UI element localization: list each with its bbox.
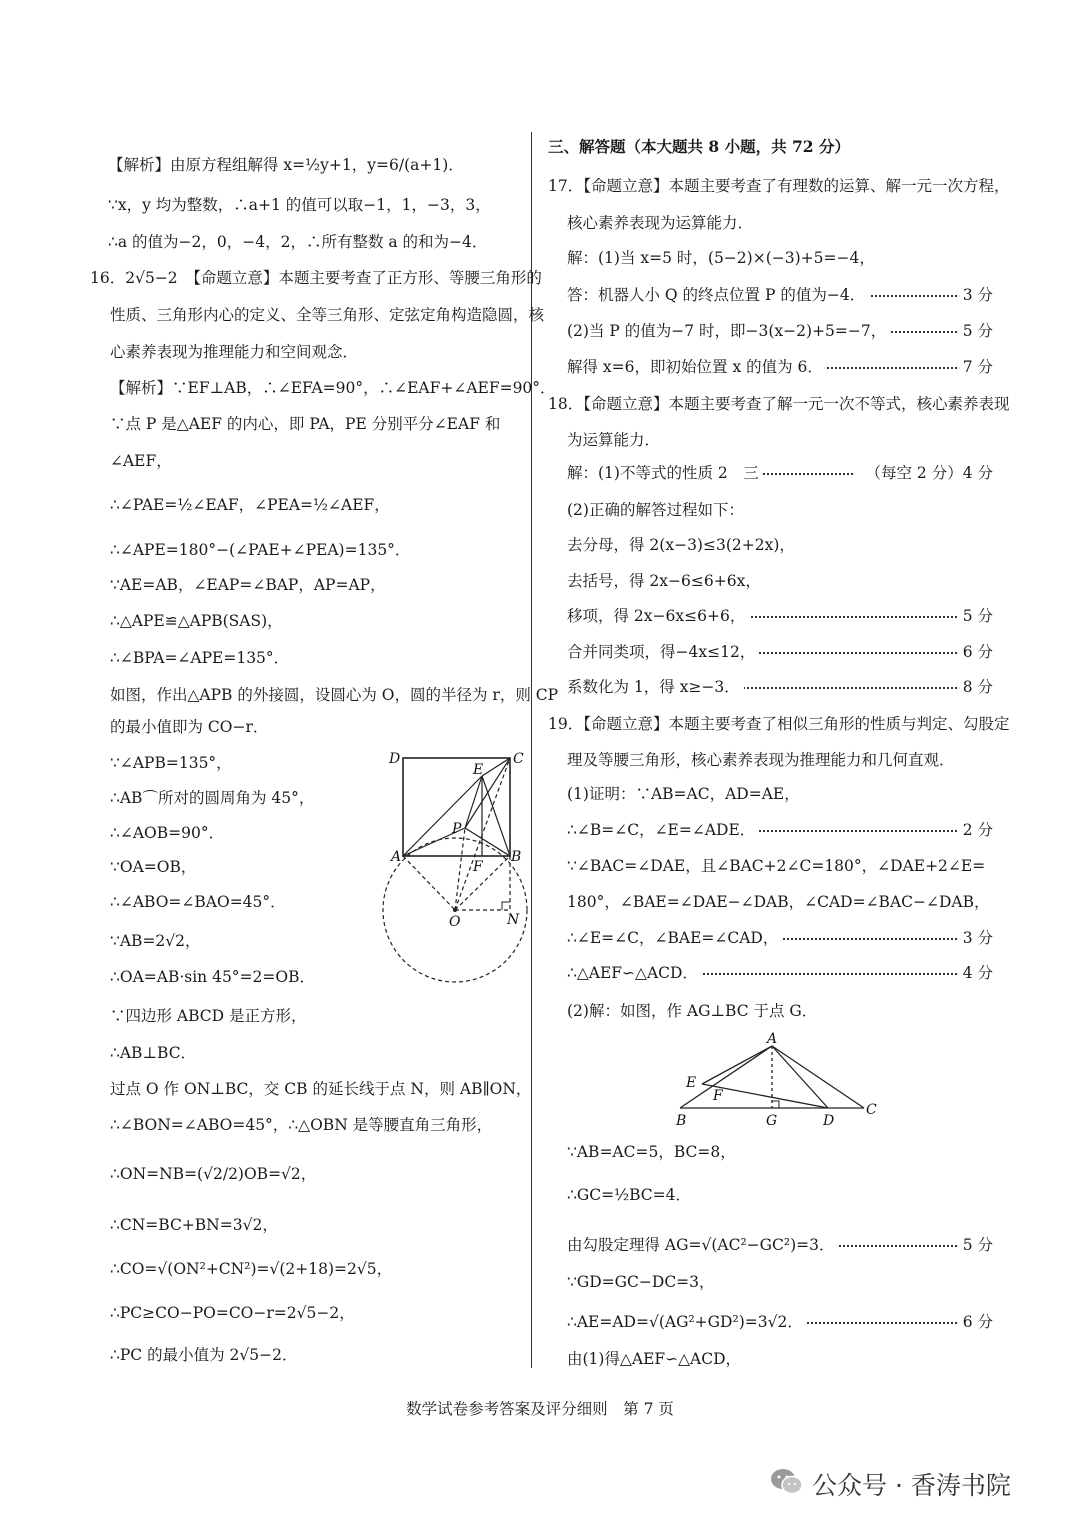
solution-line: ∵∠APB=135°，: [110, 754, 232, 772]
label-d: D: [389, 751, 401, 767]
question-18-intro: 18．【命题立意】本题主要考查了解一元一次不等式，核心素养表现: [548, 395, 1010, 413]
score: （每空 2 分）4 分: [861, 462, 993, 484]
segment-op: [455, 828, 465, 910]
question-16-intro: 16．2√5−2 【命题立意】本题主要考查了正方形、等腰三角形的: [90, 269, 542, 287]
solution-line: ∵四边形 ABCD 是正方形，: [110, 1007, 307, 1025]
solution-text: 解：(1)不等式的性质 2 三: [567, 462, 763, 484]
solution-text: 答：机器人小 Q 的终点位置 P 的值为−4．: [567, 284, 869, 306]
solution-line: ∴∠BPA=∠APE=135°．: [110, 649, 290, 667]
score: 6 分: [959, 1311, 993, 1333]
label-d: D: [823, 1113, 835, 1129]
solution-line: ∠AEF，: [110, 452, 172, 470]
segment-ae: [403, 776, 482, 856]
solution-line: (1)证明：∵AB=AC，AD=AE，: [567, 785, 800, 803]
solution-line: 心素养表现为推理能力和空间观念．: [110, 343, 359, 361]
segment-pc: [465, 758, 510, 828]
solution-line: ∴PC 的最小值为 2√5−2．: [110, 1346, 298, 1364]
solution-text: 合并同类项，得−4x≤12，: [567, 641, 759, 663]
solution-text: ∴AE=AD=√(AG²+GD²)=3√2．: [567, 1311, 807, 1333]
label-o: O: [449, 914, 461, 930]
label-a: A: [391, 849, 402, 865]
solution-text: ∴∠E=∠C，∠BAE=∠CAD，: [567, 927, 782, 949]
scored-line: [567, 641, 993, 663]
label-f: F: [473, 859, 483, 875]
label-c: C: [866, 1102, 877, 1118]
solution-line: ∵点 P 是△AEF 的内心，即 PA，PE 分别平分∠EAF 和: [110, 415, 501, 433]
solution-line: ∴CO=√(ON²+CN²)=√(2+18)=2√5，: [110, 1260, 393, 1278]
segment-ao: [403, 856, 455, 910]
solution-text: ∴∠B=∠C，∠E=∠ADE．: [567, 819, 759, 841]
segment-pb: [465, 828, 510, 856]
solution-line: 为运算能力．: [567, 431, 661, 449]
solution-line: ∴PC≥CO−PO=CO−r=2√5−2，: [110, 1304, 355, 1322]
watermark: [770, 1463, 1060, 1503]
solution-line: ∵x，y 均为整数，∴a+1 的值可以取−1，1，−3，3，: [108, 196, 491, 214]
solution-line: (2)正确的解答过程如下：: [567, 501, 744, 519]
label-b: B: [676, 1113, 687, 1129]
label-b: B: [511, 849, 522, 865]
solution-line: ∴ON=NB=(√2/2)OB=√2，: [110, 1165, 317, 1183]
solution-line: 180°，∠BAE=∠DAE−∠DAB，∠CAD=∠BAC−∠DAB，: [567, 893, 990, 911]
solution-line: ∴a 的值为−2，0，−4，2，∴所有整数 a 的和为−4．: [108, 233, 488, 251]
score: 3 分: [959, 927, 993, 949]
score: 6 分: [959, 641, 993, 663]
solution-line: ∴AB⊥BC．: [110, 1044, 197, 1062]
scored-line: [567, 927, 993, 949]
solution-line: 的最小值即为 CO−r．: [110, 718, 269, 736]
solution-line: ∴CN=BC+BN=3√2，: [110, 1216, 278, 1234]
label-f: F: [713, 1088, 723, 1104]
point-o: [453, 908, 457, 912]
solution-line: 由(1)得△AEF∽△ACD，: [567, 1350, 742, 1368]
score: 3 分: [959, 284, 993, 306]
scored-line: [567, 819, 993, 841]
solution-line: 如图，作出△APB 的外接圆，设圆心为 O，圆的半径为 r，则 CP: [110, 686, 559, 704]
solution-text: ∴△AEF∽△ACD．: [567, 962, 702, 984]
score: 5 分: [959, 605, 993, 627]
solution-line: ∴△APE≌△APB(SAS)，: [110, 612, 283, 630]
geometry-figure-square-circle: [375, 740, 535, 990]
scored-line: [567, 1234, 993, 1256]
solution-text: 解得 x=6，即初始位置 x 的值为 6．: [567, 356, 827, 378]
solution-line: 核心素养表现为运算能力．: [567, 214, 754, 232]
solution-line: ∵OA=OB，: [110, 858, 197, 876]
label-a: A: [767, 1031, 778, 1047]
scored-line: [567, 356, 993, 378]
scored-line: [567, 676, 993, 698]
solution-line: 性质、三角形内心的定义、全等三角形、定弦定角构造隐圆，核: [110, 306, 545, 324]
solution-line: ∵∠BAC=∠DAE，且∠BAC+2∠C=180°，∠DAE+2∠E=: [567, 857, 986, 875]
solution-line: ∴∠PAE=½∠EAF，∠PEA=½∠AEF，: [110, 496, 390, 514]
solution-line: ∴OA=AB·sin 45°=2=OB．: [110, 968, 315, 986]
solution-text: 由勾股定理得 AG=√(AC²−GC²)=3．: [567, 1234, 839, 1256]
score: 2 分: [959, 819, 993, 841]
solution-line: ∴∠BON=∠ABO=45°，∴△OBN 是等腰直角三角形，: [110, 1116, 493, 1134]
score: 8 分: [959, 676, 993, 698]
watermark-text: 公众号 · 香涛书院: [812, 1471, 1011, 1500]
solution-line: 去分母，得 2(x−3)≤3(2+2x)，: [567, 536, 795, 554]
label-p: P: [452, 821, 462, 837]
solution-line: ∵AB=AC=5，BC=8，: [567, 1143, 736, 1161]
label-e: E: [686, 1075, 697, 1091]
solution-line: (2)解：如图，作 AG⊥BC 于点 G．: [567, 1002, 818, 1020]
right-angle-mark: [772, 1101, 779, 1108]
label-c: C: [513, 751, 524, 767]
segment-ac: [772, 1046, 864, 1108]
segment-ae: [702, 1046, 772, 1084]
square-abcd: [403, 758, 510, 856]
score: 5 分: [959, 1234, 993, 1256]
segment-ec: [482, 758, 510, 776]
scored-line: [567, 1311, 993, 1333]
solution-line: ∵AB=2√2，: [110, 932, 201, 950]
segment-eb: [482, 776, 510, 856]
section-title: 三、解答题（本大题共 8 小题，共 72 分）: [548, 137, 850, 156]
solution-text: 移项，得 2x−6x≤6+6，: [567, 605, 749, 627]
label-e: E: [473, 762, 484, 778]
scored-line: [567, 462, 993, 484]
solution-line: ∴AB⌒所对的圆周角为 45°，: [110, 789, 315, 807]
score: 5 分: [959, 320, 993, 342]
score: 7 分: [959, 356, 993, 378]
solution-line: ∴∠AOB=90°．: [110, 824, 225, 842]
geometry-figure-triangle: [668, 1030, 888, 1130]
wechat-logo-icon: [770, 1467, 804, 1497]
solution-line: ∴∠APE=180°−(∠PAE+∠PEA)=135°．: [110, 541, 411, 559]
scored-line: [567, 605, 993, 627]
label-g: G: [766, 1113, 778, 1129]
solution-line: 理及等腰三角形，核心素养表现为推理能力和几何直观．: [567, 751, 955, 769]
solution-line: ∴GC=½BC=4．: [567, 1186, 692, 1204]
solution-text: 系数化为 1，得 x≥−3．: [567, 676, 744, 698]
scored-line: [567, 284, 993, 306]
question-17-intro: 17．【命题立意】本题主要考查了有理数的运算、解一元一次方程，: [548, 177, 1010, 195]
question-19-intro: 19．【命题立意】本题主要考查了相似三角形的性质与判定、勾股定: [548, 715, 1010, 733]
scored-line: [567, 320, 993, 342]
solution-line: 解：(1)当 x=5 时，(5−2)×(−3)+5=−4，: [567, 249, 875, 267]
label-n: N: [507, 912, 520, 928]
solution-text: (2)当 P 的值为−7 时，即−3(x−2)+5=−7，: [567, 320, 890, 342]
solution-line: ∵AE=AB，∠EAP=∠BAP，AP=AP，: [110, 576, 386, 594]
right-angle-mark: [502, 902, 510, 910]
scored-line: [567, 962, 993, 984]
solution-line: 【解析】∵EF⊥AB，∴∠EFA=90°，∴∠EAF+∠AEF=90°．: [110, 379, 556, 397]
solution-line: 过点 O 作 ON⊥BC，交 CB 的延长线于点 N，则 AB∥ON，: [110, 1080, 532, 1098]
solution-line: ∵GD=GC−DC=3，: [567, 1273, 715, 1291]
solution-line: ∴∠ABO=∠BAO=45°．: [110, 893, 286, 911]
score: 4 分: [959, 962, 993, 984]
page-footer: 数学试卷参考答案及评分细则 第 7 页: [406, 1400, 674, 1418]
solution-line: 【解析】由原方程组解得 x=½y+1，y=6/(a+1)．: [108, 156, 464, 174]
solution-line: 去括号，得 2x−6≤6+6x，: [567, 572, 761, 590]
